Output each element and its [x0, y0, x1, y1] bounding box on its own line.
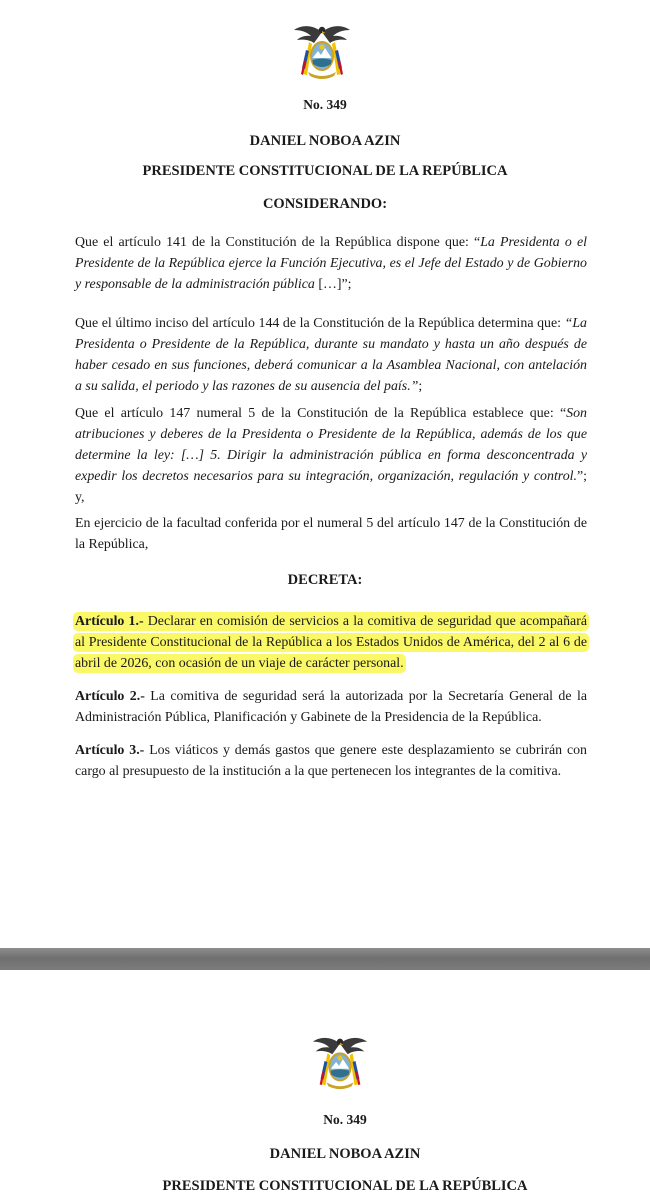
article-3: [75, 740, 587, 782]
ejercicio-paragraph: En ejercicio de la facultad conferida por el numeral 5 del artículo 147 de la Constitución de la República,: [75, 516, 587, 552]
decreta-heading: DECRETA:: [287, 572, 363, 588]
paragraph-text: Que el último inciso del artículo 144 de la Constitución de la República determina que:: [75, 316, 565, 331]
article-2: [75, 686, 587, 728]
president-office: PRESIDENTE CONSTITUCIONAL DE LA REPÚBLICA: [162, 1178, 528, 1194]
paragraph-text: Que el artículo 147 numeral 5 de la Constitución de la República establece que: “: [75, 406, 567, 421]
decree-number: No. 349: [303, 97, 347, 112]
decree-number: No. 349: [323, 1112, 367, 1127]
quoted-text: Son atribuciones y deberes de la Presidenta o Presidente de la República, además de los que determine la ley: […] 5. Dirigir la administración pública en forma desconcentrada y expedir los decretos necesarios para su integración, organización, regulación y control.: [75, 406, 587, 484]
president-name: DANIEL NOBOA AZIN: [249, 133, 401, 149]
president-office: PRESIDENTE CONSTITUCIONAL DE LA REPÚBLICA: [142, 163, 508, 179]
article-text: La comitiva de seguridad será la autorizada por la Secretaría General de la Administración Pública, Planificación y Gabinete de la Presidencia de la República.: [75, 689, 587, 725]
page-separator: [0, 948, 650, 970]
considerando-paragraph: [75, 403, 587, 508]
considerando-paragraph: [75, 232, 587, 295]
ecuador-coat-of-arms-icon: [291, 20, 353, 82]
paragraph-text: […]”;: [314, 277, 352, 292]
document-page-2: [0, 970, 650, 1199]
considerando-heading: CONSIDERANDO:: [262, 196, 388, 212]
article-label: Artículo 3.-: [75, 743, 145, 758]
considerando-paragraph: [75, 313, 587, 397]
quoted-text: La Presidenta o el Presidente de la República ejerce la Función Ejecutiva, es el Jefe del Estado y de Gobierno y responsable de la administración pública: [75, 235, 587, 292]
paragraph-text: Que el artículo 141 de la Constitución de la República dispone que: “: [75, 235, 481, 250]
ecuador-coat-of-arms-icon: [310, 1032, 370, 1092]
article-1: [75, 611, 587, 674]
article-text: Declarar en comisión de servicios a la comitiva de seguridad que acompañará al Presidente Constitucional de la República a los Estados Unidos de América, del 2 al 6 de abril de 2026, con ocasión de un viaje de carácter personal.: [75, 614, 587, 671]
paragraph-text: ”; y,: [75, 469, 587, 505]
quoted-text: “La Presidenta o Presidente de la República, durante su mandato y hasta un año después de haber cesado en sus funciones, deberá comunicar a la Asamblea Nacional, con antelación a su salida, el periodo y las razones de su ausencia del país.”: [75, 316, 587, 394]
paragraph-text: ;: [418, 379, 423, 394]
highlighted-article-text: [75, 614, 587, 671]
article-label: Artículo 1.-: [75, 614, 144, 629]
article-label: Artículo 2.-: [75, 689, 145, 704]
article-text: Los viáticos y demás gastos que genere este desplazamiento se cubrirán con cargo al presupuesto de la institución a la que pertenecen los integrantes de la comitiva.: [75, 743, 587, 779]
president-name: DANIEL NOBOA AZIN: [269, 1146, 421, 1162]
